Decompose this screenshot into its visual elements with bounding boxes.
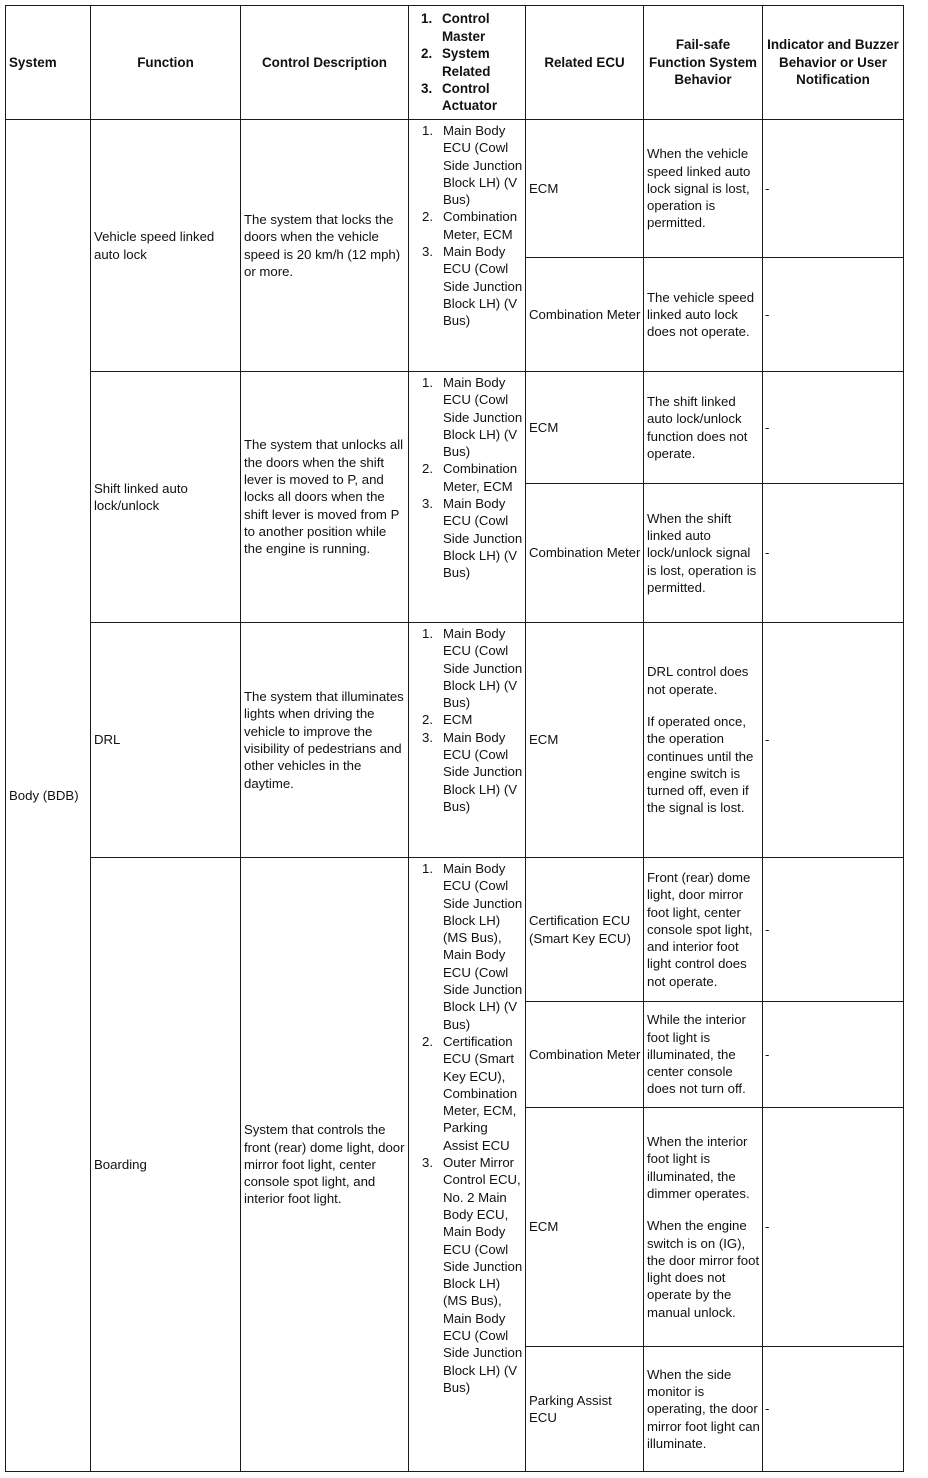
header-system: System	[6, 6, 91, 120]
control-step-number: 2.	[422, 1033, 433, 1049]
failsafe-cell	[644, 120, 763, 258]
control-step	[412, 208, 523, 243]
failsafe-cell	[644, 258, 763, 372]
control-step-text: Certification ECU (Smart Key ECU), Combination Meter, ECM, Parking Assist ECU	[443, 1033, 518, 1153]
indicator-cell: -	[763, 120, 904, 258]
control-role-item	[412, 10, 522, 45]
failsafe-text: When the vehicle speed linked auto lock signal is lost, operation is permitted.	[647, 146, 751, 231]
control-role-label: System Related	[442, 46, 491, 79]
control-steps-cell	[409, 372, 526, 623]
control-step	[412, 1033, 523, 1154]
control-role-item	[412, 80, 522, 115]
control-role-number: 2.	[421, 46, 433, 62]
control-step-text: Main Body ECU (Cowl Side Junction Block LH) (V Bus)	[443, 496, 523, 581]
indicator-cell: -	[763, 858, 904, 1002]
control-step	[412, 729, 523, 815]
failsafe-text: When the interior foot light is illuminated, the dimmer operates.	[647, 1134, 750, 1201]
table-row	[6, 372, 904, 484]
control-steps-list	[412, 860, 523, 1396]
control-description-cell: The system that unlocks all the doors when the shift lever is moved to P, and locks all doors when the shift lever is moved from P to another position while the engine is running.	[241, 372, 409, 623]
function-name-cell: DRL	[91, 623, 241, 858]
control-step-number: 3.	[422, 729, 433, 745]
control-role-number: 1.	[421, 11, 433, 27]
control-role-number: 3.	[421, 80, 433, 96]
control-role-label: Control Actuator	[442, 80, 498, 114]
failsafe-text: When the engine switch is on (IG), the door mirror foot light does not operate by the manual unlock.	[647, 1218, 760, 1320]
related-ecu-cell: Combination Meter	[526, 258, 644, 372]
control-step-text: Main Body ECU (Cowl Side Junction Block LH) (V Bus)	[443, 729, 523, 814]
related-ecu-cell: Certification ECU (Smart Key ECU)	[526, 858, 644, 1002]
failsafe-cell	[644, 1002, 763, 1108]
failsafe-text: If operated once, the operation continues until the engine switch is turned off, even if the signal is lost.	[647, 713, 754, 816]
related-ecu-cell: ECM	[526, 120, 644, 258]
control-step	[412, 243, 523, 329]
header-function: Function	[91, 6, 241, 120]
fail-safe-spec-table	[5, 5, 904, 1472]
control-roles-list	[412, 10, 522, 114]
control-step	[412, 374, 523, 460]
failsafe-cell	[644, 1108, 763, 1347]
control-steps-list	[412, 122, 523, 330]
control-description-cell: The system that locks the doors when the vehicle speed is 20 km/h (12 mph) or more.	[241, 120, 409, 372]
control-role-label: Control Master	[442, 11, 490, 44]
control-step-number: 2.	[422, 712, 433, 728]
related-ecu-cell: Combination Meter	[526, 484, 644, 623]
control-step-number: 3.	[422, 244, 433, 260]
header-indicator: Indicator and Buzzer Behavior or User Notification	[763, 6, 904, 120]
control-description-cell: System that controls the front (rear) dome light, door mirror foot light, center console spot light, and interior foot light.	[241, 858, 409, 1472]
control-step	[412, 460, 523, 495]
indicator-cell: -	[763, 484, 904, 623]
failsafe-cell	[644, 623, 763, 858]
control-step-number: 1.	[422, 123, 433, 138]
indicator-cell: -	[763, 1002, 904, 1108]
related-ecu-cell: ECM	[526, 1108, 644, 1347]
function-name-cell: Boarding	[91, 858, 241, 1472]
failsafe-text: Front (rear) dome light, door mirror foot light, center console spot light, and interior foot light control does not operate.	[647, 869, 753, 989]
failsafe-text: The vehicle speed linked auto lock does not operate.	[647, 289, 755, 340]
control-step	[412, 625, 523, 711]
control-steps-cell	[409, 120, 526, 372]
failsafe-text: While the interior foot light is illuminated, the center console does not turn off.	[647, 1012, 746, 1097]
table-row	[6, 858, 904, 1002]
header-control-roles	[409, 6, 526, 120]
failsafe-text: The shift linked auto lock/unlock function does not operate.	[647, 393, 748, 461]
control-step-text: Outer Mirror Control ECU, No. 2 Main Body ECU, Main Body ECU (Cowl Side Junction Block LH) (MS Bus), Main Body ECU (Cowl Side Junction Block LH) (V Bus)	[443, 1155, 523, 1395]
control-step-number: 3.	[422, 496, 433, 512]
control-step-text: Combination Meter, ECM	[443, 461, 518, 494]
header-control-description: Control Description	[241, 6, 409, 120]
indicator-cell: -	[763, 1347, 904, 1472]
control-steps-list	[412, 625, 523, 815]
header-related-ecu: Related ECU	[526, 6, 644, 120]
control-step-text: Main Body ECU (Cowl Side Junction Block LH) (MS Bus), Main Body ECU (Cowl Side Junction Block LH) (V Bus)	[443, 861, 523, 1032]
failsafe-text: When the side monitor is operating, the door mirror foot light can illuminate.	[647, 1366, 760, 1451]
control-step-number: 2.	[422, 209, 433, 225]
control-step	[412, 711, 523, 728]
control-steps-cell	[409, 858, 526, 1472]
control-steps-list	[412, 374, 523, 582]
indicator-cell: -	[763, 623, 904, 858]
control-step-text: Main Body ECU (Cowl Side Junction Block LH) (V Bus)	[443, 375, 523, 460]
header-row	[6, 6, 904, 120]
control-step-text: Main Body ECU (Cowl Side Junction Block LH) (V Bus)	[443, 626, 523, 711]
related-ecu-cell: Combination Meter	[526, 1002, 644, 1108]
control-step-text: Combination Meter, ECM	[443, 209, 518, 242]
control-role-item	[412, 45, 522, 80]
failsafe-cell	[644, 484, 763, 623]
related-ecu-cell: Parking Assist ECU	[526, 1347, 644, 1472]
control-step-number: 1.	[422, 626, 433, 641]
failsafe-text: When the shift linked auto lock/unlock signal is lost, operation is permitted.	[647, 510, 757, 595]
control-step-number: 1.	[422, 861, 433, 876]
control-step-text: ECM	[443, 712, 473, 728]
control-step-number: 1.	[422, 375, 433, 390]
table-row	[6, 120, 904, 258]
failsafe-text: DRL control does not operate.	[647, 664, 749, 697]
failsafe-cell	[644, 858, 763, 1002]
related-ecu-cell: ECM	[526, 623, 644, 858]
control-step-text: Main Body ECU (Cowl Side Junction Block LH) (V Bus)	[443, 123, 523, 208]
control-step	[412, 122, 523, 208]
system-cell: Body (BDB)	[6, 120, 91, 1472]
failsafe-cell	[644, 1347, 763, 1472]
table-row	[6, 623, 904, 858]
control-step-text: Main Body ECU (Cowl Side Junction Block LH) (V Bus)	[443, 244, 523, 329]
indicator-cell: -	[763, 1108, 904, 1347]
control-description-cell: The system that illuminates lights when driving the vehicle to improve the visibility of pedestrians and other vehicles in the daytime.	[241, 623, 409, 858]
indicator-cell: -	[763, 258, 904, 372]
failsafe-cell	[644, 372, 763, 484]
control-step	[412, 860, 523, 1033]
control-step-number: 3.	[422, 1155, 433, 1171]
function-name-cell: Vehicle speed linked auto lock	[91, 120, 241, 372]
control-step	[412, 495, 523, 581]
control-step-number: 2.	[422, 461, 433, 477]
control-steps-cell	[409, 623, 526, 858]
indicator-cell: -	[763, 372, 904, 484]
related-ecu-cell: ECM	[526, 372, 644, 484]
function-name-cell: Shift linked auto lock/unlock	[91, 372, 241, 623]
header-failsafe: Fail-safe Function System Behavior	[644, 6, 763, 120]
control-step	[412, 1154, 523, 1396]
